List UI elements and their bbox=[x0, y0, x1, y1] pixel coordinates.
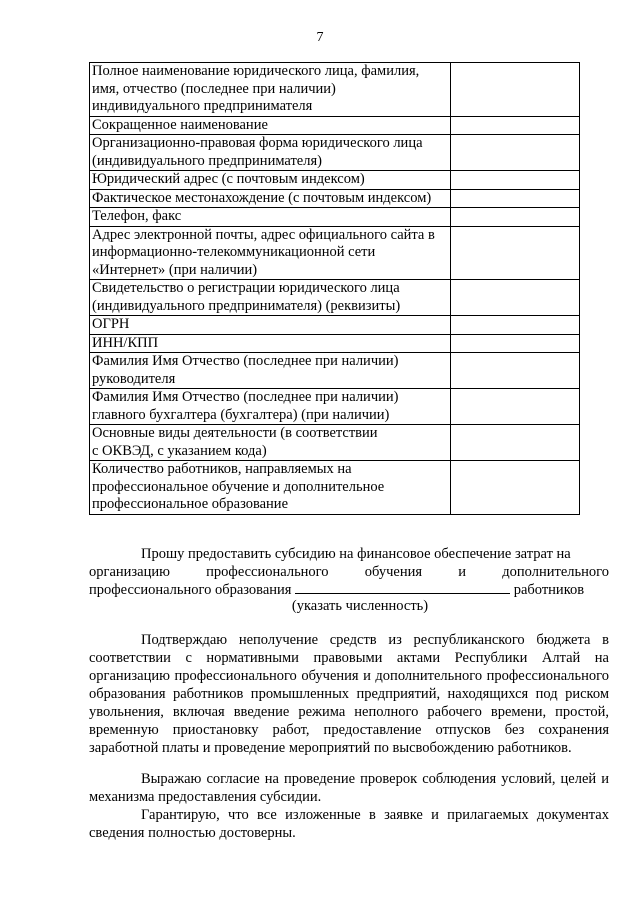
field-label bbox=[90, 334, 451, 353]
field-label bbox=[90, 208, 451, 227]
field-label bbox=[90, 316, 451, 335]
table-row bbox=[90, 226, 580, 280]
field-value[interactable] bbox=[451, 334, 580, 353]
request-line-1: Прошу предоставить субсидию на финансовое обеспечение затрат на bbox=[141, 546, 571, 562]
agree-paragraph: Выражаю согласие на проведение проверок соблюдения условий, целей и механизма предоставления субсидии. bbox=[89, 771, 609, 805]
field-label bbox=[90, 171, 451, 190]
field-label-line: ОГРН bbox=[92, 316, 130, 332]
field-value[interactable] bbox=[451, 316, 580, 335]
field-label-line: Основные виды деятельности (в соответствии bbox=[92, 425, 378, 441]
field-value[interactable] bbox=[451, 280, 580, 316]
field-value[interactable] bbox=[451, 425, 580, 461]
field-label-line: профессиональное образование bbox=[92, 496, 289, 512]
field-label-line: руководителя bbox=[92, 370, 176, 387]
field-label bbox=[90, 280, 451, 316]
request-paragraph bbox=[89, 545, 609, 599]
page-number: 7 bbox=[316, 30, 324, 45]
request-line-3-start: профессионального образования bbox=[89, 582, 292, 598]
field-label-line: имя, отчество (последнее при наличии) bbox=[92, 80, 336, 97]
field-label-line: Полное наименование юридического лица, фамилия, bbox=[92, 63, 420, 79]
request-word: организацию bbox=[89, 564, 170, 580]
field-value[interactable] bbox=[451, 189, 580, 208]
field-label bbox=[90, 189, 451, 208]
table-row bbox=[90, 461, 580, 515]
field-value[interactable] bbox=[451, 171, 580, 190]
field-label-line: Фактическое местонахождение (с почтовым индексом) bbox=[92, 189, 432, 206]
field-label-line: Организационно-правовая форма юридического лица bbox=[92, 135, 423, 151]
field-label-line: Фамилия Имя Отчество (последнее при наличии) bbox=[92, 353, 399, 369]
table-row bbox=[90, 63, 580, 117]
table-row bbox=[90, 334, 580, 353]
table-row bbox=[90, 208, 580, 227]
field-label-line: профессиональное обучение и дополнительное bbox=[92, 478, 385, 495]
field-label-line: (индивидуального предпринимателя) bbox=[92, 152, 322, 169]
guarantee-paragraph: Гарантирую, что все изложенные в заявке и прилагаемых документах сведения полностью достоверны. bbox=[89, 807, 609, 841]
table-row bbox=[90, 425, 580, 461]
employee-count-blank[interactable] bbox=[295, 581, 510, 594]
table-row bbox=[90, 189, 580, 208]
field-value[interactable] bbox=[451, 353, 580, 389]
field-label-line: информационно-телекоммуникационной сети bbox=[92, 244, 376, 260]
request-line-3 bbox=[89, 581, 609, 599]
confirm-paragraph: Подтверждаю неполучение средств из республиканского бюджета в соответствии с нормативными правовыми актами Республики Алтай на организацию профессионального обучения и дополнительного профессионального образования работников промышленных предприятий, находящихся под риском увольнения, включая введение режима неполного рабочего времени, простой, временную приостановку работ, предоставление отпусков без сохранения заработной платы и проведение мероприятий по высвобождению работников. bbox=[89, 632, 609, 756]
field-value[interactable] bbox=[451, 135, 580, 171]
table-row bbox=[90, 353, 580, 389]
field-value[interactable] bbox=[451, 208, 580, 227]
count-caption: (указать численность) bbox=[291, 598, 429, 614]
table-row bbox=[90, 171, 580, 190]
field-value[interactable] bbox=[451, 226, 580, 280]
request-word: и bbox=[458, 564, 467, 580]
applicant-info-table bbox=[89, 62, 580, 515]
table-row bbox=[90, 389, 580, 425]
request-word: обучения bbox=[364, 564, 423, 580]
field-label-line: Телефон, факс bbox=[92, 208, 182, 224]
field-value[interactable] bbox=[451, 389, 580, 425]
request-word: профессионального bbox=[206, 564, 329, 580]
field-value[interactable] bbox=[451, 461, 580, 515]
field-value[interactable] bbox=[451, 116, 580, 135]
field-label-line: ИНН/КПП bbox=[92, 334, 159, 351]
field-label-line: главного бухгалтера (бухгалтера) (при наличии) bbox=[92, 406, 390, 423]
field-label bbox=[90, 63, 451, 117]
field-label bbox=[90, 116, 451, 135]
table-row bbox=[90, 135, 580, 171]
field-label-line: Адрес электронной почты, адрес официального сайта в bbox=[92, 226, 435, 243]
field-label-line: Юридический адрес (с почтовым индексом) bbox=[92, 171, 365, 187]
table-row bbox=[90, 116, 580, 135]
request-line-2 bbox=[89, 563, 609, 581]
field-label-line: Сокращенное наименование bbox=[92, 116, 268, 133]
field-value[interactable] bbox=[451, 63, 580, 117]
table-row bbox=[90, 280, 580, 316]
field-label-line: Свидетельство о регистрации юридического лица bbox=[92, 280, 400, 296]
field-label-line: «Интернет» (при наличии) bbox=[92, 261, 258, 278]
field-label-line: Фамилия Имя Отчество (последнее при наличии) bbox=[92, 389, 399, 405]
field-label-line: индивидуального предпринимателя bbox=[92, 98, 313, 114]
field-label bbox=[90, 353, 451, 389]
field-label bbox=[90, 135, 451, 171]
field-label bbox=[90, 226, 451, 280]
field-label-line: Количество работников, направляемых на bbox=[92, 461, 352, 477]
field-label-line: (индивидуального предпринимателя) (реквизиты) bbox=[92, 297, 401, 314]
request-line-3-end: работников bbox=[513, 582, 585, 598]
field-label bbox=[90, 425, 451, 461]
field-label bbox=[90, 461, 451, 515]
table-row bbox=[90, 316, 580, 335]
field-label bbox=[90, 389, 451, 425]
request-word: дополнительного bbox=[502, 564, 609, 580]
field-label-line: с ОКВЭД, с указанием кода) bbox=[92, 442, 267, 459]
